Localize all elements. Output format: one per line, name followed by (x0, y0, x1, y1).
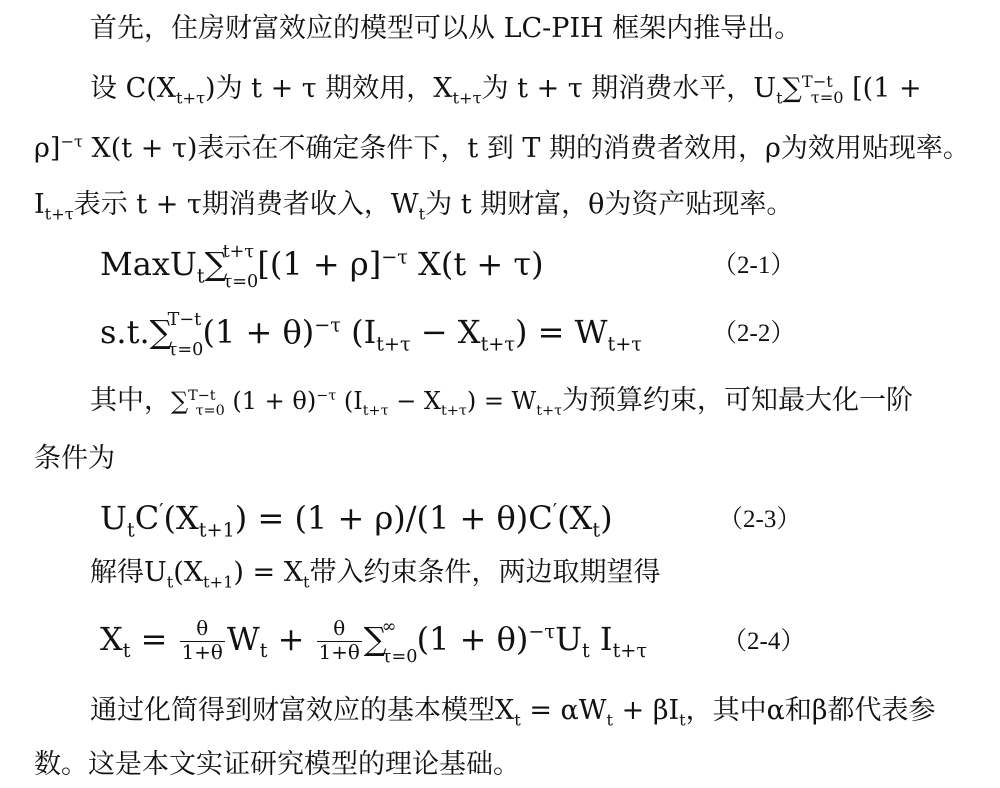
equation-number: （2-4） (722, 628, 806, 655)
text: )为 t + τ 期效用，X (205, 73, 453, 104)
equation-number: （2-1） (712, 252, 796, 279)
text: 其中， (90, 385, 171, 416)
paragraph-line-7: 解得$U_t(X_{t+1}) = X_t$带入约束条件，两边取期望得 (90, 557, 661, 592)
paragraph-line-6 (34, 442, 115, 476)
equation-2-2: s.t.∑ T−t τ=0 $(1 + \theta)^{-\tau}$ $(I_{t+\tau} - X_{t+\tau}) = W_{t+\tau}$ (100, 310, 642, 360)
paragraph-line-8: 通过化简得到财富效应的基本模型$X_t = \alpha W_t + \beta I_t$，其中α和β都代表参 (90, 695, 936, 730)
equation-2-1: MaxU$_t$∑ t+τ τ=0 [$(1 + \rho]^{-\tau}$ X(t + τ) (100, 242, 544, 292)
text: 表示 t + τ期消费者收入，W (73, 189, 419, 220)
equation-2-4: $X_t$ = $\frac{\theta}{1+\theta}$ $W_t$ + $\frac{\theta}{1+\theta}$ ∑ ∞ τ=0 $(1 + \theta)^{-\tau}U_t$ $I_{t+\tau}$ (100, 616, 647, 667)
text: X(t + τ)表示在不确定条件下，t 到 T 期的消费者效用，ρ为效用贴现率。 (91, 133, 970, 164)
paragraph-line-4: $I_{t+\tau}$表示 t + τ期消费者收入，$W_t$为 t 期财富，θ为资产贴现率。 (34, 189, 794, 224)
paragraph-line-5: 其中，∑$^{T-t}_{\tau=0}$ $(1 + \theta)^{-\tau}$ $(I_{t+\tau} - X_{t+\tau}) = W_{t+\tau}$为预算约束，可知最大化一阶 (90, 385, 914, 419)
equation-number: （2-2） (712, 320, 796, 347)
text: 首先，住房财富效应的模型可以从 LC-PIH 框架内推导出。 (90, 13, 802, 44)
text: 设 C(X (90, 73, 176, 104)
text: 为 t 期财富，θ为资产贴现率。 (425, 189, 794, 220)
text: 解得U (90, 557, 167, 588)
text: 为 t + τ 期消费水平，U (481, 73, 777, 104)
text: 数。这是本文实证研究模型的理论基础。 (34, 749, 520, 780)
paragraph-line-1 (90, 12, 801, 46)
equation-2-3: $U_tC'(X_{t+1}) = (1 + \rho)/(1 + \theta)C'(X_t)$ (100, 499, 613, 542)
text: ，其中α和β都代表参 (685, 695, 936, 726)
text: 条件为 (34, 443, 115, 474)
text: ρ] (34, 133, 61, 164)
paragraph-line-2: 设 $C(X_{t+\tau})$为 t + τ 期效用，$X_{t+\tau}$为 t + τ 期消费水平，$U_t\sum^{T-t}_{\tau=0}$ [(1 + (90, 72, 922, 108)
paragraph-line-9 (34, 748, 520, 782)
paragraph-line-3: ρ]$^{-\tau}$ X(t + τ)表示在不确定条件下，t 到 T 期的消费者效用，ρ为效用贴现率。 (34, 132, 970, 164)
text: 通过化简得到财富效应的基本模型X (90, 695, 515, 726)
text: 带入约束条件，两边取期望得 (309, 557, 661, 588)
inline-sum: ∑$^{T-t}_{\tau=0}$ (782, 72, 844, 108)
equation-number: （2-3） (718, 506, 802, 533)
text: I (34, 189, 45, 220)
text: 为预算约束，可知最大化一阶 (562, 385, 914, 416)
